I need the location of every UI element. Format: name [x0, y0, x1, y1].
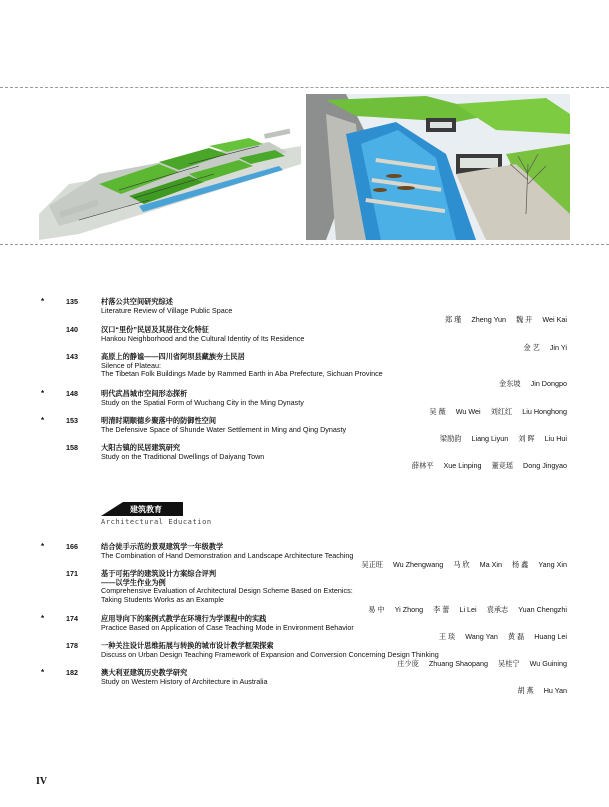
page-number: 143 [66, 352, 78, 361]
page-number: 166 [66, 542, 78, 551]
title-zh: 村落公共空间研究综述 [101, 297, 173, 306]
title-en: Study on Western History of Architecture in Australia [101, 676, 268, 686]
section-title-en: Architectural Education [101, 518, 212, 526]
title-en: Silence of Plateau: [101, 360, 161, 370]
title-zh: 一种关注设计思维拓展与转换的城市设计教学框架探索 [101, 641, 274, 650]
title-zh: 澳大利亚建筑历史教学研究 [101, 668, 188, 677]
featured-marker: * [41, 614, 45, 623]
authors: 吴正旺 Wu Zhengwang 马 欣 Ma Xin 杨 鑫 Yang Xin [361, 560, 567, 569]
title-zh: 大阳古镇的民居建筑研究 [101, 443, 181, 452]
authors: 郑 瑾 Zheng Yun 魏 开 Wei Kai [444, 315, 567, 324]
authors: 薛林平 Xue Linping 董竞瑶 Dong Jingyao [411, 461, 567, 470]
authors: 金东坡 Jin Dongpo [499, 379, 567, 388]
page-number: 178 [66, 641, 78, 650]
featured-marker: * [41, 542, 45, 551]
title-en: The Tibetan Folk Buildings Made by Rammed Earth in Aba Prefecture, Sichuan Province [101, 369, 383, 379]
title-en: The Defensive Space of Shunde Water Settlement in Ming and Qing Dynasty [101, 424, 347, 434]
title-en: Study on the Traditional Dwellings of Daiyang Town [101, 451, 265, 461]
title-en: Comprehensive Evaluation of Architectural Design Scheme Based on Extenics: [101, 586, 353, 596]
title-en: Practice Based on Application of Case Teaching Mode in Environment Behavior [101, 622, 354, 632]
subtitle-zh: ——以学生作业为例 [101, 577, 166, 587]
page-number: 140 [66, 325, 78, 334]
authors: 胡 燕 Hu Yan [517, 686, 567, 695]
authors: 吴 薇 Wu Wei 刘红红 Liu Honghong [429, 407, 567, 416]
title-zh: 汉口“里份”民居及其居住文化特征 [101, 325, 209, 334]
authors: 易 中 Yi Zhong 李 蕾 Li Lei 袁承志 Yuan Chengzhi [368, 605, 567, 614]
featured-marker: * [41, 668, 45, 677]
section-title-zh: 建筑教育 [130, 505, 162, 514]
page-number: 135 [66, 297, 78, 306]
title-en: Hankou Neighborhood and the Cultural Identity of Its Residence [101, 333, 305, 343]
title-en: The Combination of Hand Demonstration and Landscape Architecture Teaching [101, 550, 354, 560]
title-zh: 明清时期顺德乡聚落中的防御性空间 [101, 416, 217, 425]
page-folio: IV [36, 776, 48, 787]
title-zh: 结合徒手示范的景观建筑学一年级教学 [101, 542, 224, 551]
title-zh: 高原上的静谧——四川省阿坝县藏族夯土民居 [101, 352, 245, 361]
page-number: 174 [66, 614, 78, 623]
authors: 王 琰 Wang Yan 黄 磊 Huang Lei [438, 632, 567, 641]
title-en: Literature Review of Village Public Space [101, 305, 233, 315]
title-en: Study on the Spatial Form of Wuchang City in the Ming Dynasty [101, 397, 304, 407]
title-zh: 应用导向下的案例式教学在环境行为学课程中的实践 [101, 614, 267, 623]
title-zh: 基于可拓学的建筑设计方案综合评判 [101, 569, 217, 578]
page-number: 182 [66, 668, 78, 677]
featured-marker: * [41, 297, 45, 306]
authors: 金 艺 Jin Yi [523, 343, 567, 352]
authors: 梁励韵 Liang Liyun 刘 晖 Liu Hui [439, 434, 567, 443]
page-number: 158 [66, 443, 78, 452]
title-en: Discuss on Urban Design Teaching Framework of Expansion and Conversion Concerning Design Thinking [101, 649, 439, 659]
featured-marker: * [41, 416, 45, 425]
page-number: 171 [66, 569, 78, 578]
authors: 庄少庞 Zhuang Shaopang 吴桂宁 Wu Guining [397, 659, 567, 668]
featured-marker: * [41, 389, 45, 398]
page-number: 153 [66, 416, 78, 425]
page-number: 148 [66, 389, 78, 398]
title-en: Taking Students Works as an Example [101, 594, 224, 604]
title-zh: 明代武昌城市空间形态探析 [101, 389, 188, 398]
